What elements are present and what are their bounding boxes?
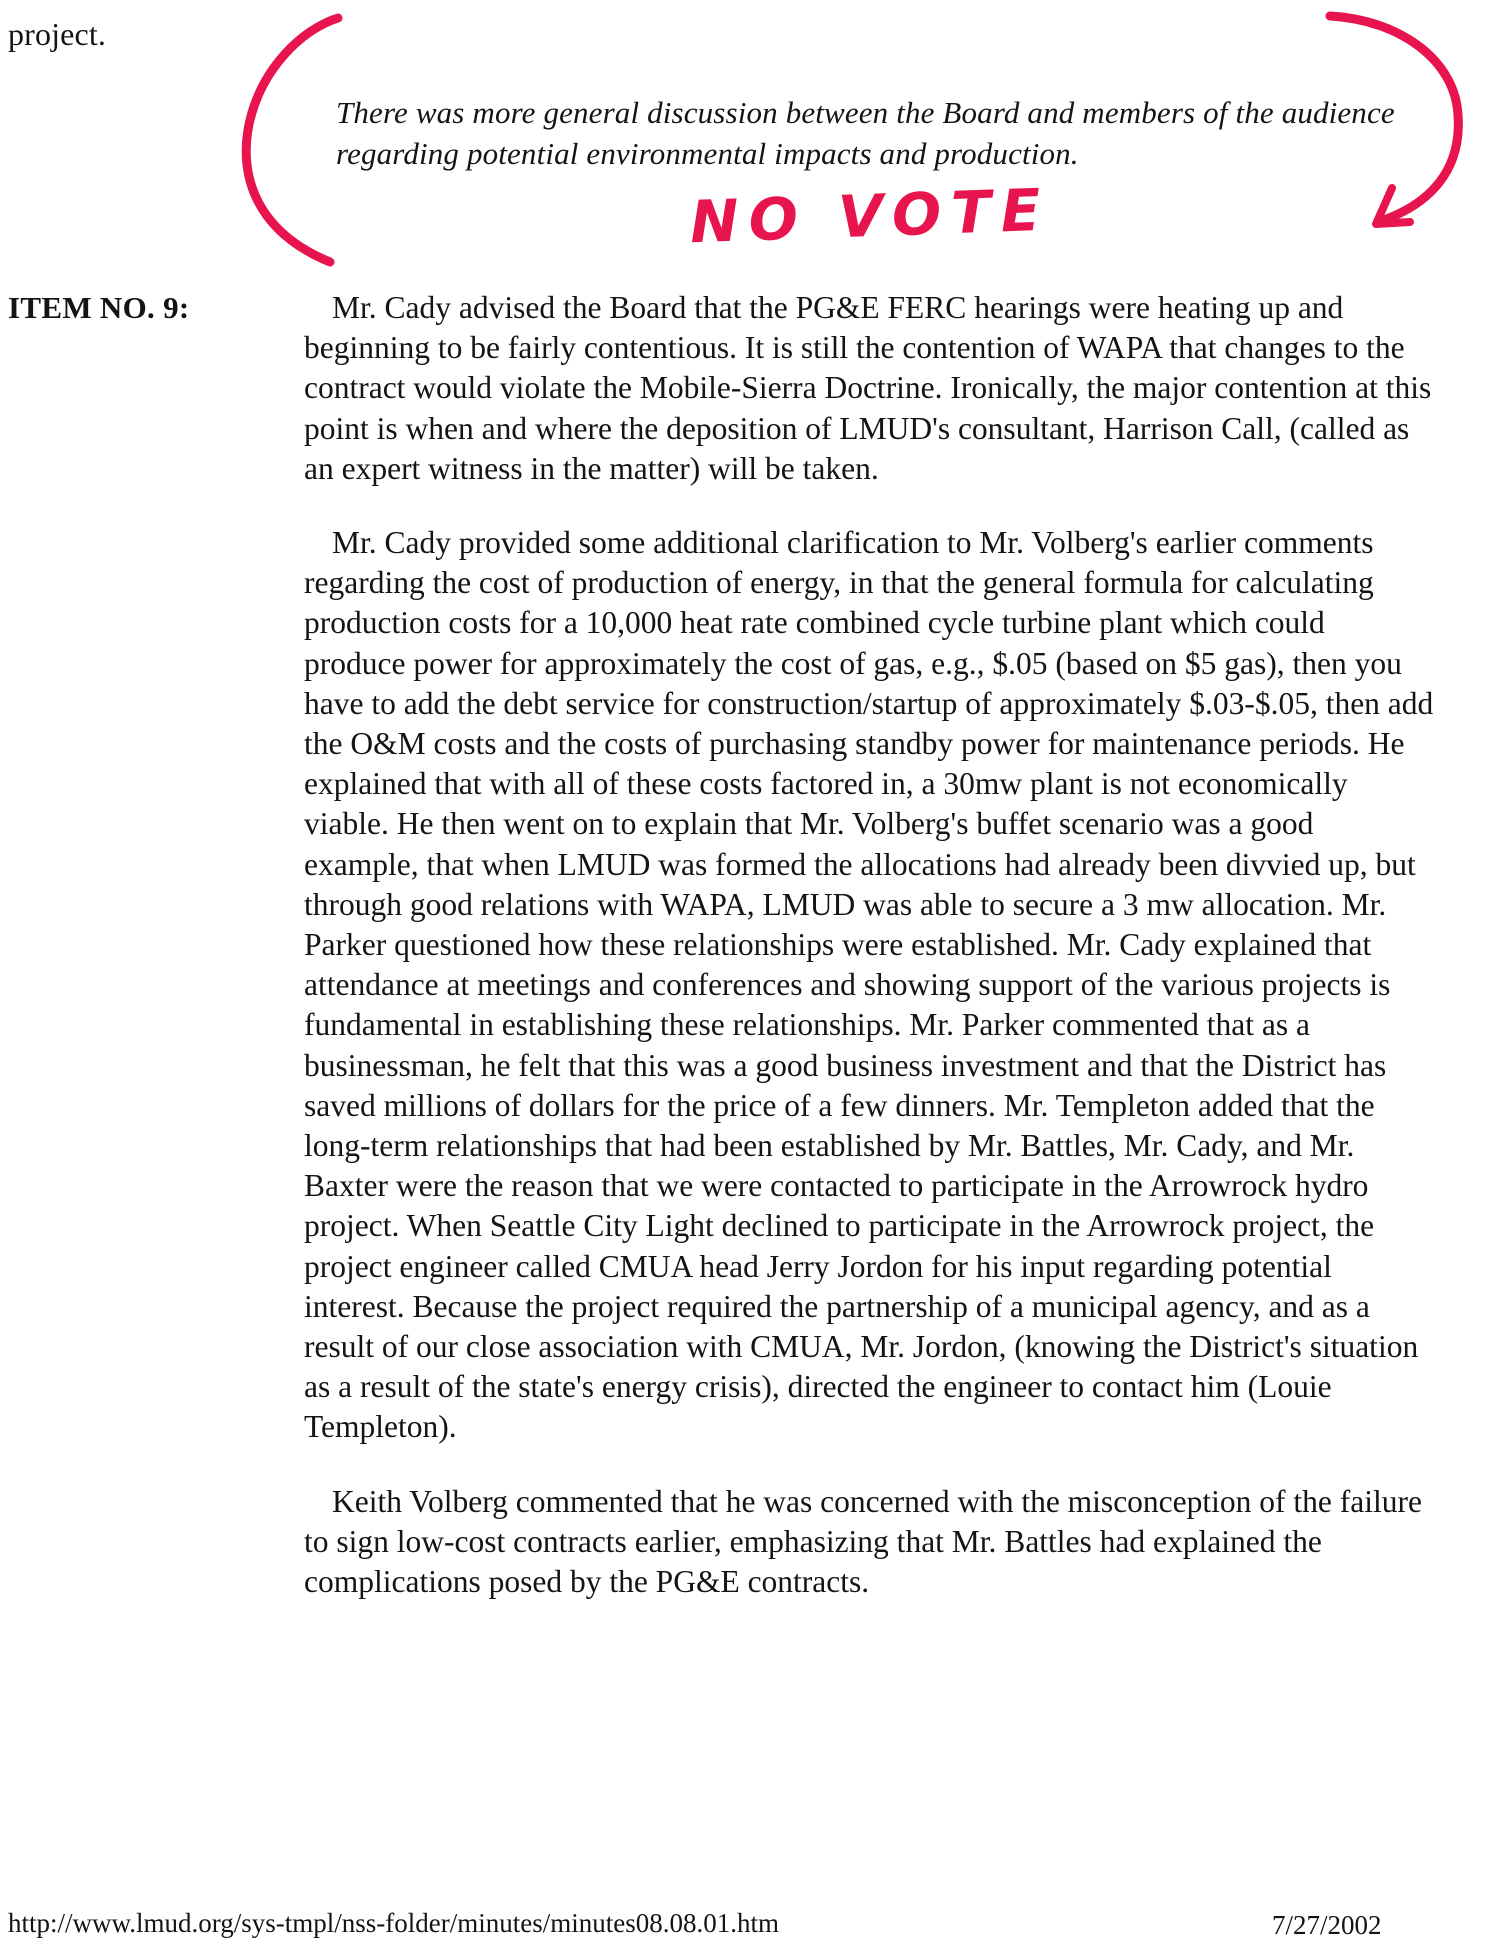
discussion-note — [302, 92, 1402, 174]
continuation-text: project. — [8, 16, 107, 52]
discussion-note-text: There was more general discussion between the Board and members of the audience regarding potential environmental impacts and production. — [336, 95, 1395, 171]
right-bracket-arrowhead — [1376, 188, 1410, 224]
no-vote-annotation: NO VOTE — [688, 175, 1052, 257]
item-paragraph: Mr. Cady advised the Board that the PG&E FERC hearings were heating up and beginning to be fairly contentious. It is still the contention of WAPA that changes to the contract would violate the Mobile-Sierra Doctrine. Ironically, the major contention at this point is when and where the deposition of LMUD's consultant, Harrison Call, (called as an expert witness in the matter) will be taken. — [304, 290, 1432, 486]
item-label: ITEM NO. 9: — [8, 290, 190, 325]
item-paragraph: Keith Volberg commented that he was concerned with the misconception of the failure to sign low-cost contracts earlier, emphasizing that Mr. Battles had explained the complications posed by the PG&E contracts. — [304, 1483, 1422, 1600]
item-body — [304, 288, 1434, 1636]
footer-date: 7/27/2002 — [1272, 1910, 1382, 1940]
footer-url: http://www.lmud.org/sys-tmpl/nss-folder/minutes/minutes08.08.01.htm — [8, 1908, 779, 1938]
item-paragraph: Mr. Cady provided some additional clarification to Mr. Volberg's earlier comments regarding the cost of production of energy, in that the general formula for calculating production costs for a 10,000 heat rate combined cycle turbine plant which could produce power for approximately the cost of gas, e.g., $.05 (based on $5 gas), then you have to add the debt service for construction/startup of approximately $.03-$.05, then add the O&M costs and the costs of purchasing standby power for maintenance periods. He explained that with all of these costs factored in, a 30mw plant is not economically viable. He then went on to explain that Mr. Volberg's buffet scenario was a good example, that when LMUD was formed the allocations had already been divvied up, but through good relations with WAPA, LMUD was able to secure a 3 mw allocation. Mr. Parker questioned how these relationships were established. Mr. Cady explained that attendance at meetings and conferences and showing support of the various projects is fundamental in establishing these relationships. Mr. Parker commented that as a businessman, he felt that this was a good business investment and that the District has saved millions of dollars for the price of a few dinners. Mr. Templeton added that the long-term relationships that had been established by Mr. Battles, Mr. Cady, and Mr. Baxter were the reason that we were contacted to participate in the Arrowrock hydro project. When Seattle City Light declined to participate in the Arrowrock project, the project engineer called CMUA head Jerry Jordon for his input regarding potential interest. Because the project required the partnership of a municipal agency, and as a result of our close association with CMUA, Mr. Jordon, (knowing the District's situation as a result of the state's energy crisis), directed the engineer to contact him (Louie Templeton). — [304, 525, 1434, 1445]
